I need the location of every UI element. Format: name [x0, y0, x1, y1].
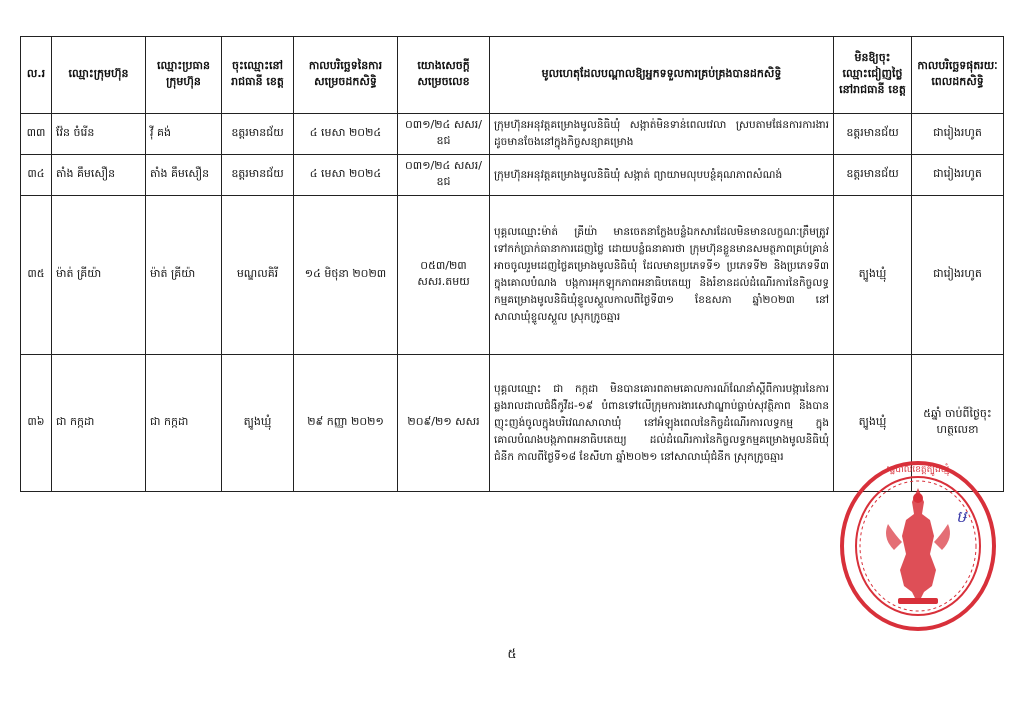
deprivation-table [20, 36, 1004, 492]
row-ref: ០៣១/២៤ សសរ/ឧជ [398, 155, 490, 196]
row-expiry: ៥ឆ្នាំ ចាប់ពីថ្ងៃចុះហត្ថលេខា [912, 355, 1004, 492]
header-reason: មូលហេតុដែលបណ្តាលឱ្យអ្នកទទួលការគ្រប់គ្រងបានដកសិទ្ធិ [490, 37, 834, 114]
table-row [21, 155, 1004, 196]
header-date: កាលបរិច្ឆេទនៃការសម្រេចដកសិទ្ធិ [294, 37, 398, 114]
row-no: ៣៤ [21, 155, 52, 196]
table-row [21, 114, 1004, 155]
row-no: ៣៣ [21, 114, 52, 155]
row-reason: ក្រុមហ៊ុនអនុវត្តគម្រោងមូលនិធិឃុំ សង្កាត់ ព្យាយាមលុបបន្ថំគុណភាពសំណង់ [490, 155, 834, 196]
row-date: ២៩ កញ្ញា ២០២១ [294, 355, 398, 492]
page-number: ៥ [507, 647, 517, 662]
row-director: វ៉ី គង់ [146, 114, 222, 155]
row-province: ឧត្តរមានជ័យ [222, 114, 294, 155]
row-expiry: ជារៀងរហូត [912, 196, 1004, 355]
row-director: ជា កក្កដា [146, 355, 222, 492]
row-expiry: ជារៀងរហូត [912, 155, 1004, 196]
row-director: តាំង គឹមសឿន [146, 155, 222, 196]
official-seal [838, 458, 998, 633]
row-ref: ០៣១/២៤ សសរ/ឧជ [398, 114, 490, 155]
header-no: ល.រ [21, 37, 52, 114]
header-company: ឈ្មោះក្រុមហ៊ុន [52, 37, 146, 114]
row-reason: ក្រុមហ៊ុនអនុវត្តគម្រោងមូលនិធិឃុំ សង្កាត់មិនទាន់ពេលវេលា ស្របតាមផែនការការងារ ដូចមានចែងនៅក្នុងកិច្ចសន្យាគម្រោង [490, 114, 834, 155]
handwritten-initial: ឞ [956, 507, 967, 526]
header-province: ចុះឈ្មោះនៅរាជធានី ខេត្ត [222, 37, 294, 114]
header-ref: យោងសេចក្តីសម្រេចលេខ [398, 37, 490, 114]
row-reason: បុគ្គលឈ្មោះ ជា កក្កដា មិនបានគោរពតាមគោលការណ៍ណែនាំស្តីពីការបង្ការនៃការឆ្លងរាលដាលជំងឺកូវីដ-១៩ បំពានទៅលើក្រុមការងារសេវាណ្ឌាប់ធ្លាប់សុវត្ថិភាព និងបានញុះញង់ចូលក្នុងបរិវេណសាលាឃុំ នៅអំឡុងពេលនៃកិច្ចដំណើរការលទ្ធកម្ម ក្នុងគោលបំណងបង្កភាពអនាធិបតេយ្យ ដល់ដំណើរការនៃកិច្ចលទ្ធកម្មគម្រោងមូលនិធិឃុំជំនីក កាលពីថ្ងៃទី១៨ ខែសីហា ឆ្នាំ២០២១ នៅសាលាឃុំជំនីក ស្រុកក្រូចឆ្មារ [490, 355, 834, 492]
row-date: ៤ មេសា ២០២៤ [294, 114, 398, 155]
row-date: ៤ មេសា ២០២៤ [294, 155, 398, 196]
row-company: ម៉ាត់ គ្រីយ៉ា [52, 196, 146, 355]
header-barred-province: មិនឱ្យចុះឈ្មោះជៀញថ្លៃនៅរាជធានី ខេត្ត [834, 37, 912, 114]
row-director: ម៉ាត់ គ្រីយ៉ា [146, 196, 222, 355]
row-no: ៣៥ [21, 196, 52, 355]
seal-text: រដ្ឋបាលខេត្តត្បូងឃ្មុំ [886, 465, 950, 475]
row-expiry: ជារៀងរហូត [912, 114, 1004, 155]
row-company: តាំង គឹមសឿន [52, 155, 146, 196]
row-barred-province: ឧត្តរមានជ័យ [834, 155, 912, 196]
row-company: វ៉ែន ចំរើន [52, 114, 146, 155]
row-barred-province: ឧត្តរមានជ័យ [834, 114, 912, 155]
row-reason: បុគ្គលឈ្មោះម៉ាត់ គ្រីយ៉ា មានចេតនាក្លែងបន្លំឯកសារដែលមិនមានលក្ខណៈត្រឹមត្រូវទៅកក់ប្រាក់ធានាការដេញថ្លៃ ដោយបន្លំធនាគារថា ក្រុមហ៊ុនខ្លួនមានសមត្ថភាពគ្រប់គ្រាន់អាចចូលរួមដេញថ្លៃគម្រោងមូលនិធិឃុំ ដែលមានប្រភេទទី១ ប្រភេទទី២ និងប្រភេទទី៣ ក្នុងគោលបំណង បង្កការអុកឡុកភាពអនាធិបតេយ្យ និងរំខានដល់ដំណើរការនៃកិច្ចលទ្ធកម្មគម្រោងមូលនិធិឃុំខ្ទូលស្គួលកាលពីថ្ងៃទី៣១ ខែឧសភា ឆ្នាំ២០២៣ នៅសាលាឃុំខ្ទូលស្គួល ស្រុកក្រូចឆ្មារ [490, 196, 834, 355]
row-barred-province: ត្បូងឃ្មុំ [834, 355, 912, 492]
row-ref: ២០៩/២១ សសរ [398, 355, 490, 492]
table-header-row [21, 37, 1004, 114]
row-province: មណ្ឌលគិរី [222, 196, 294, 355]
row-date: ១៤ មិថុនា ២០២៣ [294, 196, 398, 355]
table-row [21, 196, 1004, 355]
row-company: ជា កក្កដា [52, 355, 146, 492]
row-no: ៣៦ [21, 355, 52, 492]
row-province: ឧត្តរមានជ័យ [222, 155, 294, 196]
header-expiry: កាលបរិច្ឆេទផុតរយៈពេលដកសិទ្ធិ [912, 37, 1004, 114]
header-director: ឈ្មោះប្រធានក្រុមហ៊ុន [146, 37, 222, 114]
row-ref: ០៥៣/២៣ សសរ.តមយ [398, 196, 490, 355]
row-barred-province: ត្បូងឃ្មុំ [834, 196, 912, 355]
row-province: ត្បូងឃ្មុំ [222, 355, 294, 492]
